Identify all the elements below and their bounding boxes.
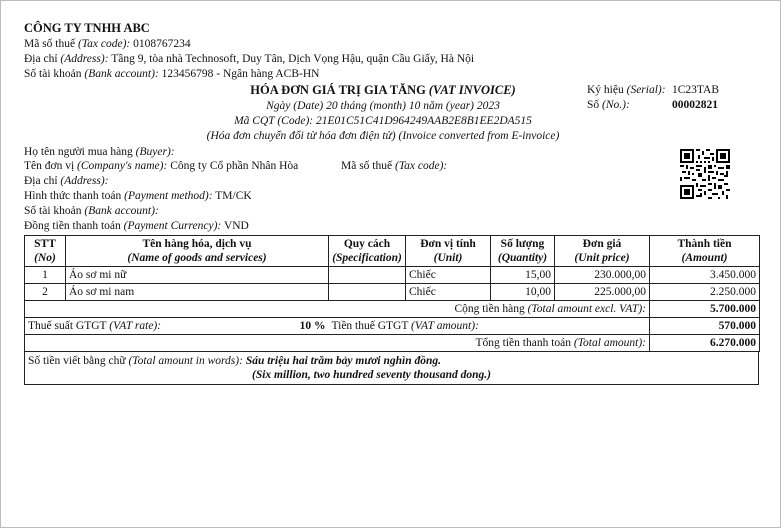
serial-label (587, 83, 666, 97)
buyer-currency-line (24, 219, 249, 233)
row-amount: 2.250.000 (650, 284, 760, 301)
seller-tax-line (24, 37, 191, 51)
row-spec (329, 284, 406, 301)
total-value: 6.270.000 (650, 335, 760, 352)
number-label (587, 98, 630, 112)
buyer-payment-line (24, 189, 252, 203)
buyer-payment-label-en: (Payment method): (124, 190, 213, 202)
invoice-date: Ngày (Date) 20 tháng (month) 10 năm (year) 2023 (266, 100, 500, 112)
buyer-tax-label-en: (Tax code): (394, 160, 448, 172)
subtotal-label: Cộng tiền hàng (Total amount excl. VAT): (25, 301, 650, 318)
seller-bank-label: Số tài khoản (24, 68, 82, 80)
items-table (24, 235, 760, 352)
buyer-tax-label: Mã số thuế (341, 160, 393, 172)
seller-tax-label-en: (Tax code): (77, 38, 131, 50)
buyer-payment-label: Hình thức thanh toán (24, 190, 122, 202)
serial-label-en: (Serial): (626, 84, 666, 96)
seller-tax-code: 0108767234 (133, 38, 191, 50)
words-label-en: (Total amount in words): (128, 355, 243, 367)
vat-rate-label: Thuế suất GTGT (28, 320, 107, 332)
seller-name: CÔNG TY TNHH ABC (24, 21, 150, 35)
header-no: STT (No) (25, 236, 66, 267)
header-unit: Đơn vị tính (Unit) (406, 236, 491, 267)
table-row (25, 267, 760, 284)
vat-amount-value: 570.000 (650, 318, 760, 335)
total-row (25, 335, 760, 352)
buyer-currency: VND (223, 220, 249, 232)
buyer-name-label: Họ tên người mua hàng (24, 146, 133, 158)
words-line-en (28, 368, 755, 382)
serial-label-vi: Ký hiệu (587, 84, 624, 96)
seller-bank: 123456798 - Ngân hàng ACB-HN (161, 68, 320, 80)
header-qty: Số lượng (Quantity) (491, 236, 555, 267)
vat-rate-value: 10 % (299, 320, 326, 332)
buyer-name-line (24, 145, 175, 159)
row-no: 1 (25, 267, 66, 284)
row-qty: 15,00 (491, 267, 555, 284)
header-amount: Thành tiền (Amount) (650, 236, 760, 267)
invoice-cqt-code: Mã CQT (Code): 21E01C51C41D964249AAB2E8B1EE2DA515 (234, 115, 532, 127)
row-name: Áo sơ mi nữ (66, 267, 329, 284)
seller-address: Tầng 9, tòa nhà Technosoft, Duy Tân, Dịch Vọng Hậu, quận Cầu Giấy, Hà Nội (111, 53, 475, 65)
buyer-address-label: Địa chỉ (24, 175, 58, 187)
buyer-bank-label: Số tài khoản (24, 205, 82, 217)
buyer-company: Công ty Cổ phần Nhân Hòa (170, 160, 299, 172)
buyer-address-label-en: (Address): (60, 175, 109, 187)
row-spec (329, 267, 406, 284)
buyer-currency-label-en: (Payment Currency): (123, 220, 222, 232)
buyer-payment: TM/CK (215, 190, 252, 202)
vat-rate-cell: Thuế suất GTGT (VAT rate): 10 % (25, 318, 329, 335)
total-label: Tổng tiền thanh toán (Total amount): (25, 335, 650, 352)
number-label-vi: Số (587, 99, 600, 111)
row-unit: Chiếc (406, 267, 491, 284)
buyer-company-label: Tên đơn vị (24, 160, 75, 172)
buyer-company-label-en: (Company's name): (77, 160, 168, 172)
buyer-name-label-en: (Buyer): (135, 146, 175, 158)
header-spec: Quy cách (Specification) (329, 236, 406, 267)
buyer-bank-label-en: (Bank account): (84, 205, 159, 217)
words-line-vi (28, 354, 755, 368)
invoice-title-vi: HÓA ĐƠN GIÁ TRỊ GIA TĂNG (250, 83, 426, 97)
number-label-en: (No.): (602, 99, 630, 111)
row-unit: Chiếc (406, 284, 491, 301)
seller-address-label: Địa chỉ (24, 53, 58, 65)
row-amount: 3.450.000 (650, 267, 760, 284)
invoice-number: 00002821 (672, 99, 718, 111)
seller-address-line (24, 52, 474, 66)
buyer-address-line (24, 174, 109, 188)
subtotal-row (25, 301, 760, 318)
subtotal-value: 5.700.000 (650, 301, 760, 318)
invoice-converted-note: (Hóa đơn chuyển đổi từ hóa đơn điện tử) (Invoice converted from E-invoice) (206, 130, 560, 142)
qr-code-icon (680, 149, 730, 199)
seller-bank-line (24, 67, 319, 81)
buyer-company-line (24, 159, 298, 173)
buyer-currency-label: Đồng tiền thanh toán (24, 220, 121, 232)
vat-amount-label: Tiền thuế GTGT (VAT amount): (329, 318, 650, 335)
table-header-row (25, 236, 760, 267)
invoice-title (183, 83, 583, 98)
words-en: (Six million, two hundred seventy thousand dong.) (252, 369, 491, 381)
row-qty: 10,00 (491, 284, 555, 301)
invoice-title-en: (VAT INVOICE) (428, 83, 516, 97)
words-label: Số tiền viết bằng chữ (28, 355, 126, 367)
buyer-bank-line (24, 204, 159, 218)
serial-value: 1C23TAB (672, 84, 719, 96)
table-row (25, 284, 760, 301)
row-price: 225.000,00 (555, 284, 650, 301)
seller-bank-label-en: (Bank account): (84, 68, 159, 80)
row-name: Áo sơ mi nam (66, 284, 329, 301)
seller-address-label-en: (Address): (60, 53, 109, 65)
row-price: 230.000,00 (555, 267, 650, 284)
amount-in-words (24, 352, 759, 385)
seller-tax-label: Mã số thuế (24, 38, 76, 50)
vat-row (25, 318, 760, 335)
row-no: 2 (25, 284, 66, 301)
buyer-tax-line (341, 159, 447, 173)
header-price: Đơn giá (Unit price) (555, 236, 650, 267)
words-vi: Sáu triệu hai trăm bảy mươi nghìn đồng. (245, 355, 442, 367)
header-name: Tên hàng hóa, dịch vụ (Name of goods and services) (66, 236, 329, 267)
